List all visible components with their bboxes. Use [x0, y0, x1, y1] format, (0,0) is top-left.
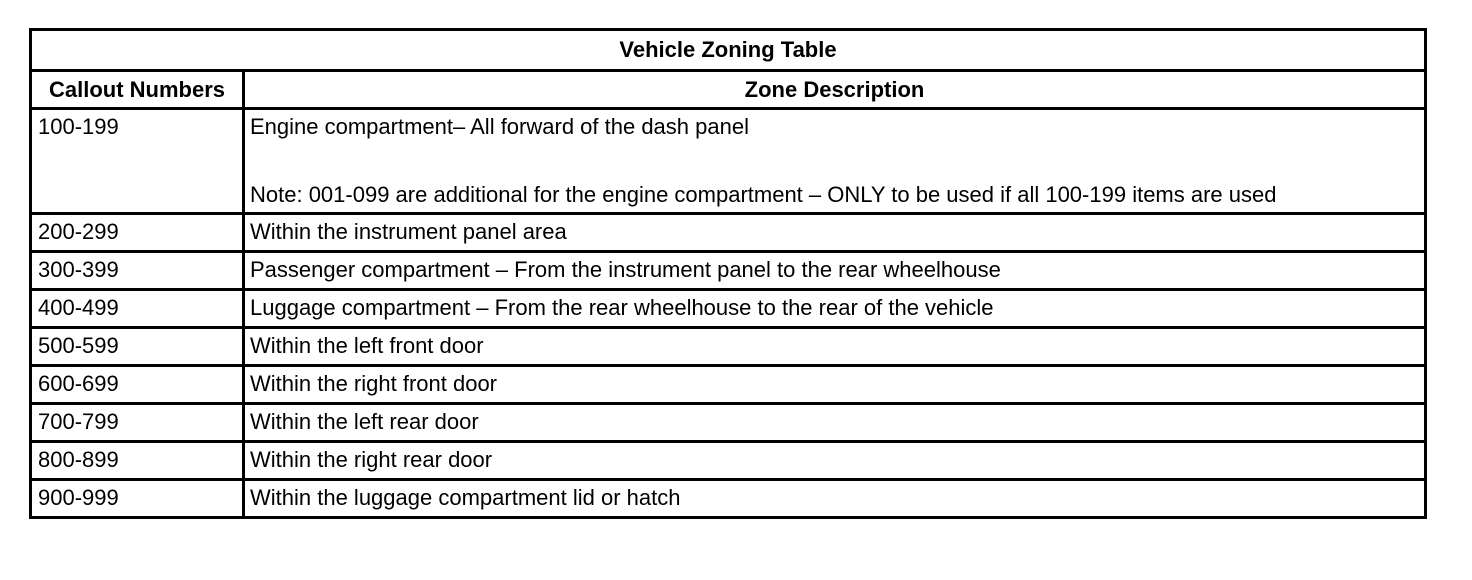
table-title-row	[31, 30, 1426, 71]
callout-cell: 200-299	[31, 214, 244, 252]
description-cell: Within the left rear door	[244, 404, 1426, 442]
table-row	[31, 252, 1426, 290]
description-cell: Within the right front door	[244, 366, 1426, 404]
callout-cell: 400-499	[31, 290, 244, 328]
table-row	[31, 328, 1426, 366]
description-cell: Within the left front door	[244, 328, 1426, 366]
column-header-description: Zone Description	[244, 71, 1426, 109]
description-cell: Within the luggage compartment lid or hatch	[244, 480, 1426, 518]
description-cell: Within the right rear door	[244, 442, 1426, 480]
callout-cell: 100-199	[31, 109, 244, 214]
table-row	[31, 290, 1426, 328]
note-text: Note: 001-099 are additional for the engine compartment – ONLY to be used if all 100-199 items are used	[250, 182, 1277, 207]
description-cell: Luggage compartment – From the rear wheelhouse to the rear of the vehicle	[244, 290, 1426, 328]
callout-cell: 800-899	[31, 442, 244, 480]
description-cell: Passenger compartment – From the instrument panel to the rear wheelhouse	[244, 252, 1426, 290]
callout-cell: 300-399	[31, 252, 244, 290]
table-row	[31, 480, 1426, 518]
table-row	[31, 214, 1426, 252]
description-text: Engine compartment– All forward of the dash panel	[250, 114, 749, 139]
table-row	[31, 404, 1426, 442]
column-header-callout: Callout Numbers	[31, 71, 244, 109]
table-row	[31, 366, 1426, 404]
table-row	[31, 109, 1426, 214]
callout-cell: 500-599	[31, 328, 244, 366]
callout-cell: 700-799	[31, 404, 244, 442]
table-row	[31, 442, 1426, 480]
description-cell	[244, 109, 1426, 214]
line-gap	[250, 144, 1424, 178]
callout-cell: 600-699	[31, 366, 244, 404]
table-title: Vehicle Zoning Table	[31, 30, 1426, 71]
callout-cell: 900-999	[31, 480, 244, 518]
description-cell: Within the instrument panel area	[244, 214, 1426, 252]
vehicle-zoning-table	[29, 28, 1427, 519]
table-header-row	[31, 71, 1426, 109]
